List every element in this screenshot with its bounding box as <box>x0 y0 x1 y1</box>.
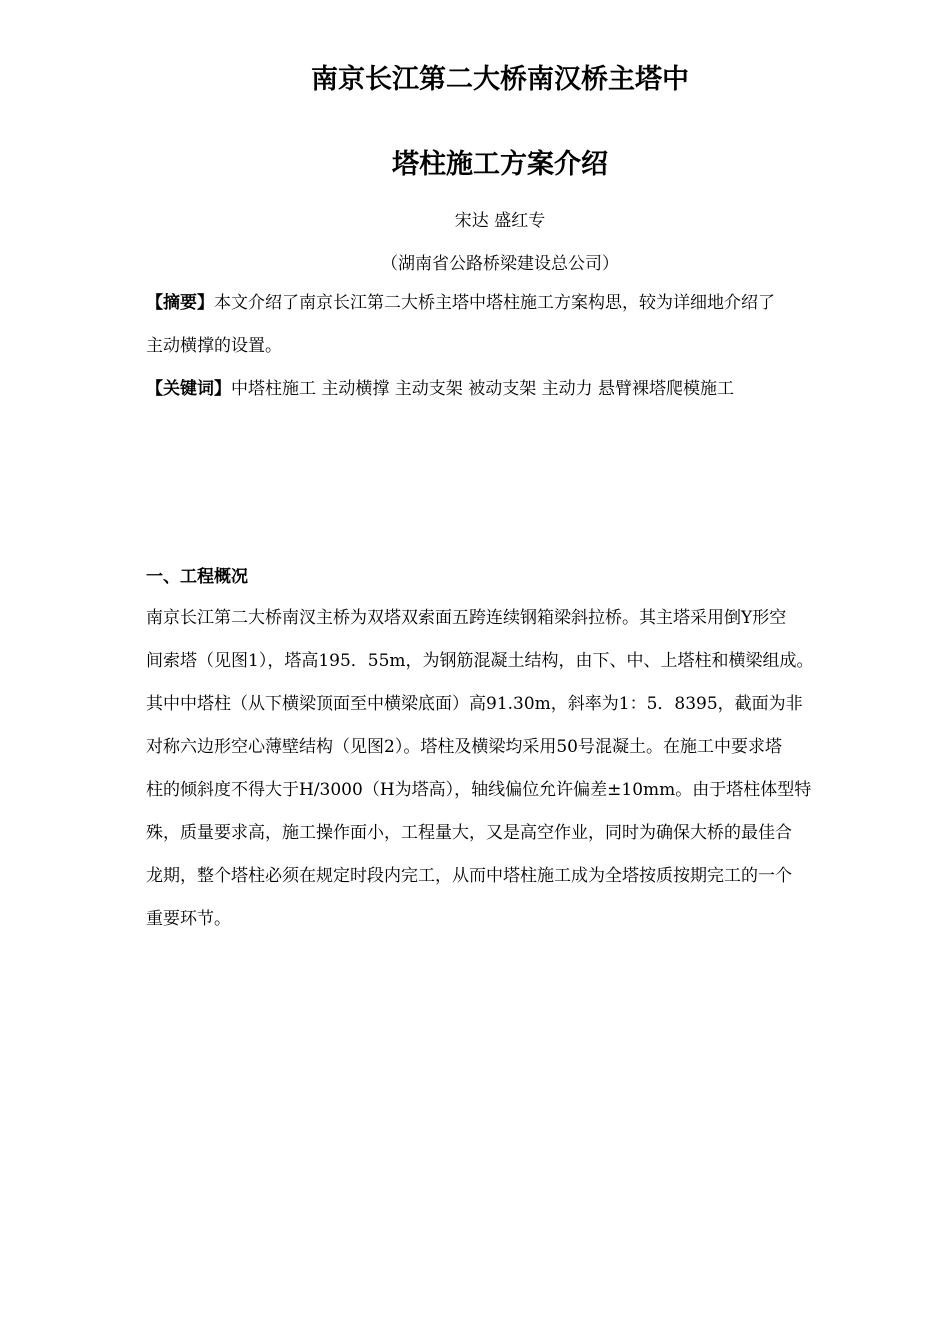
abstract-text-1: 本文介绍了南京长江第二大桥主塔中塔柱施工方案构思，较为详细地介绍了 <box>214 293 775 313</box>
authors: 宋达 盛红专 <box>454 211 546 231</box>
body-line: 重要环节。 <box>146 909 231 929</box>
body-line: 殊，质量要求高，施工操作面小，工程量大，又是高空作业，同时为确保大桥的最佳合 <box>146 823 792 843</box>
body-line: 龙期，整个塔柱必须在规定时段内完工，从而中塔柱施工成为全塔按质按期完工的一个 <box>146 866 792 886</box>
abstract-label: 【摘要】 <box>146 293 214 313</box>
section-heading: 一、工程概况 <box>146 567 248 587</box>
keywords-text: 中塔柱施工 主动横撑 主动支架 被动支架 主动力 悬臂裸塔爬模施工 <box>231 379 735 399</box>
abstract-line-2: 主动横撑的设置。 <box>146 336 282 356</box>
body-line: 南京长江第二大桥南汊主桥为双塔双索面五跨连续钢箱梁斜拉桥。其主塔采用倒Y形空 <box>146 608 787 628</box>
affiliation: （湖南省公路桥梁建设总公司） <box>381 254 619 274</box>
keywords-line <box>146 378 734 400</box>
body-line: 对称六边形空心薄壁结构（见图2）。塔柱及横梁均采用50号混凝土。在施工中要求塔 <box>146 737 782 757</box>
document-title-line-1: 南京长江第二大桥南汉桥主塔中 <box>311 64 689 95</box>
body-line: 其中中塔柱（从下横梁顶面至中横梁底面）高91.30m，斜率为1：5．8395，截面为非 <box>146 694 803 714</box>
document-title-line-2: 塔柱施工方案介绍 <box>392 149 608 180</box>
body-line: 间索塔（见图1），塔高195．55m，为钢筋混凝土结构，由下、中、上塔柱和横梁组成。 <box>146 651 814 671</box>
abstract-line-1 <box>146 292 775 314</box>
body-line: 柱的倾斜度不得大于H/3000（H为塔高），轴线偏位允许偏差±10mm。由于塔柱体型特 <box>146 780 812 800</box>
keywords-label: 【关键词】 <box>146 379 231 399</box>
